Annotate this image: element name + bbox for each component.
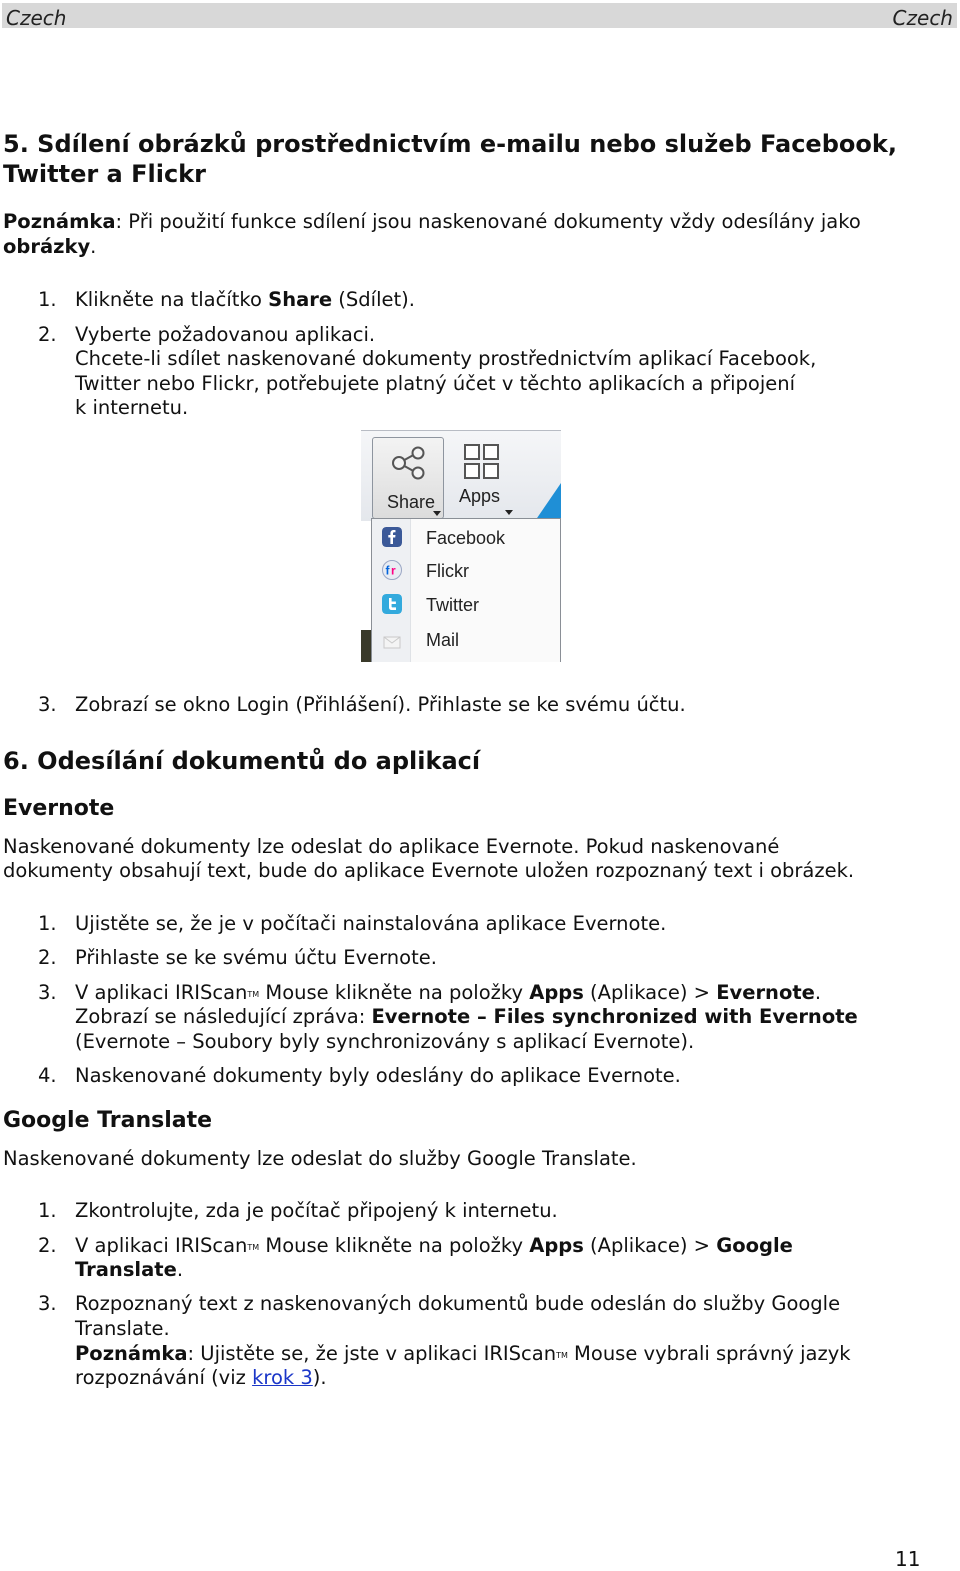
note-period: . — [90, 235, 97, 258]
twitter-icon — [382, 594, 402, 614]
g2-a: V aplikaci IRIScan — [75, 1234, 248, 1257]
svg-text:f: f — [385, 563, 390, 578]
e3-d: . — [814, 981, 822, 1004]
gt-step3-line4 — [75, 1366, 327, 1389]
share-dropdown-menu — [371, 518, 561, 662]
chevron-down-icon — [505, 510, 513, 515]
trademark: TM — [247, 1243, 260, 1252]
g3-line4-b: ). — [312, 1366, 327, 1389]
step-text: Naskenované dokumenty byly odeslány do aplikace Evernote. — [75, 1064, 681, 1087]
step1-post: (Sdílet). — [332, 288, 415, 311]
step-text: Rozpoznaný text z naskenovaných dokumentů bude odeslán do služby Google — [75, 1292, 841, 1315]
g3-note-a: : Ujistěte se, že jste v aplikaci IRIScan — [187, 1342, 557, 1365]
step2-line3: Twitter nebo Flickr, potřebujete platný účet v těchto aplikacích a připojení — [75, 372, 796, 395]
step-number: 2. — [38, 946, 57, 969]
e3-line2-bold: Evernote – Files synchronized with Evernote — [371, 1005, 858, 1028]
step-text — [75, 288, 415, 311]
share-icon — [390, 446, 428, 480]
section5-title-line2: Twitter a Flickr — [3, 160, 206, 188]
e3-evernote: Evernote — [716, 981, 815, 1004]
menu-item-flickr[interactable] — [372, 553, 560, 587]
e3-apps: Apps — [529, 981, 584, 1004]
step2-line2: Chcete-li sdílet naskenované dokumenty prostřednictvím aplikací Facebook, — [75, 347, 817, 370]
e3-line2-a: Zobrazí se následující zpráva: — [75, 1005, 372, 1028]
ribbon — [361, 430, 561, 521]
g2-c: (Aplikace) > — [583, 1234, 717, 1257]
gt-step2-line2 — [75, 1258, 183, 1281]
corner-accent-icon — [535, 483, 561, 521]
step-text — [75, 981, 821, 1004]
header-language-right: Czech — [892, 6, 953, 30]
section5-note-end — [3, 235, 96, 258]
chevron-down-icon — [433, 511, 441, 516]
g2-d: . — [176, 1258, 184, 1281]
apps-button[interactable] — [451, 437, 513, 517]
trademark: TM — [556, 1351, 568, 1360]
note-text: : Při použití funkce sdílení jsou naskenované dokumenty vždy odesílány jako — [115, 210, 861, 233]
step-text: Ujistěte se, že je v počítači nainstalována aplikace Evernote. — [75, 912, 667, 935]
step-number: 2. — [38, 323, 57, 346]
menu-item-mail[interactable] — [372, 623, 560, 657]
evernote-p1: Naskenované dokumenty lze odeslat do aplikace Evernote. Pokud naskenované — [3, 835, 780, 858]
g2-google: Google — [716, 1234, 793, 1257]
section5-title-line1: 5. Sdílení obrázků prostřednictvím e-mailu nebo služeb Facebook, — [3, 130, 897, 158]
share-label: Share — [387, 492, 436, 512]
step-number: 3. — [38, 1292, 57, 1315]
step3-link[interactable]: krok 3 — [252, 1366, 313, 1389]
menu-item-label: Twitter — [426, 595, 480, 615]
apps-label: Apps — [459, 486, 501, 506]
step2-line1: Vyberte požadovanou aplikaci. — [75, 323, 376, 346]
step-text: Zkontrolujte, zda je počítač připojený k internetu. — [75, 1199, 558, 1222]
google-translate-heading: Google Translate — [3, 1108, 213, 1133]
svg-text:r: r — [391, 563, 396, 578]
menu-item-label: Mail — [426, 630, 460, 650]
page-header — [2, 3, 957, 28]
g2-b: Mouse klikněte na položky — [259, 1234, 530, 1257]
e3-b: Mouse klikněte na položky — [259, 981, 530, 1004]
step2-line4: k internetu. — [75, 396, 189, 419]
gt-step3-note — [75, 1342, 851, 1365]
menu-item-facebook[interactable] — [372, 519, 560, 553]
gt-step3-line2: Translate. — [75, 1317, 170, 1340]
step1-bold: Share — [268, 288, 333, 311]
facebook-icon — [382, 527, 402, 547]
step-text: Přihlaste se ke svému účtu Evernote. — [75, 946, 437, 969]
page-number: 11 — [895, 1547, 921, 1571]
note-label: Poznámka — [3, 210, 116, 233]
menu-item-twitter[interactable] — [372, 587, 560, 621]
menu-item-label: Facebook — [426, 528, 506, 548]
flickr-icon — [382, 560, 402, 580]
apps-grid-icon — [463, 443, 501, 481]
share-menu-screenshot — [361, 430, 561, 662]
evernote-p2: dokumenty obsahují text, bude do aplikace Evernote uložen rozpoznaný text i obrázek. — [3, 859, 855, 882]
g2-translate: Translate — [75, 1258, 177, 1281]
evernote-heading: Evernote — [3, 796, 115, 821]
g2-apps: Apps — [529, 1234, 584, 1257]
step-number: 2. — [38, 1234, 57, 1257]
g3-note-b: Mouse vybrali správný jazyk — [567, 1342, 851, 1365]
step-number: 1. — [38, 912, 57, 935]
background-edge — [361, 630, 371, 662]
section5-note — [3, 210, 861, 233]
g3-line4-a: rozpoznávání (viz — [75, 1366, 253, 1389]
step-number: 3. — [38, 981, 57, 1004]
step-text — [75, 1234, 793, 1257]
mail-icon — [382, 632, 402, 652]
trademark: TM — [247, 990, 260, 999]
step-number: 1. — [38, 288, 57, 311]
g3-note-label: Poznámka — [75, 1342, 188, 1365]
section6-title: 6. Odesílání dokumentů do aplikací — [3, 747, 481, 775]
google-translate-paragraph: Naskenované dokumenty lze odeslat do služby Google Translate. — [3, 1147, 637, 1170]
step1-pre: Klikněte na tlačítko — [75, 288, 269, 311]
note-bold-end: obrázky — [3, 235, 91, 258]
evernote-step3-line2 — [75, 1005, 858, 1028]
header-language-left: Czech — [6, 6, 67, 30]
step3-text: Zobrazí se okno Login (Přihlášení). Přihlaste se ke svému účtu. — [75, 693, 686, 716]
step-number: 1. — [38, 1199, 57, 1222]
share-button[interactable] — [372, 437, 444, 519]
evernote-step3-line3: (Evernote – Soubory byly synchronizovány s aplikací Evernote). — [75, 1030, 695, 1053]
step-number: 3. — [38, 693, 57, 716]
e3-a: V aplikaci IRIScan — [75, 981, 248, 1004]
step-number: 4. — [38, 1064, 57, 1087]
menu-item-label: Flickr — [426, 561, 469, 581]
e3-c: (Aplikace) > — [583, 981, 717, 1004]
